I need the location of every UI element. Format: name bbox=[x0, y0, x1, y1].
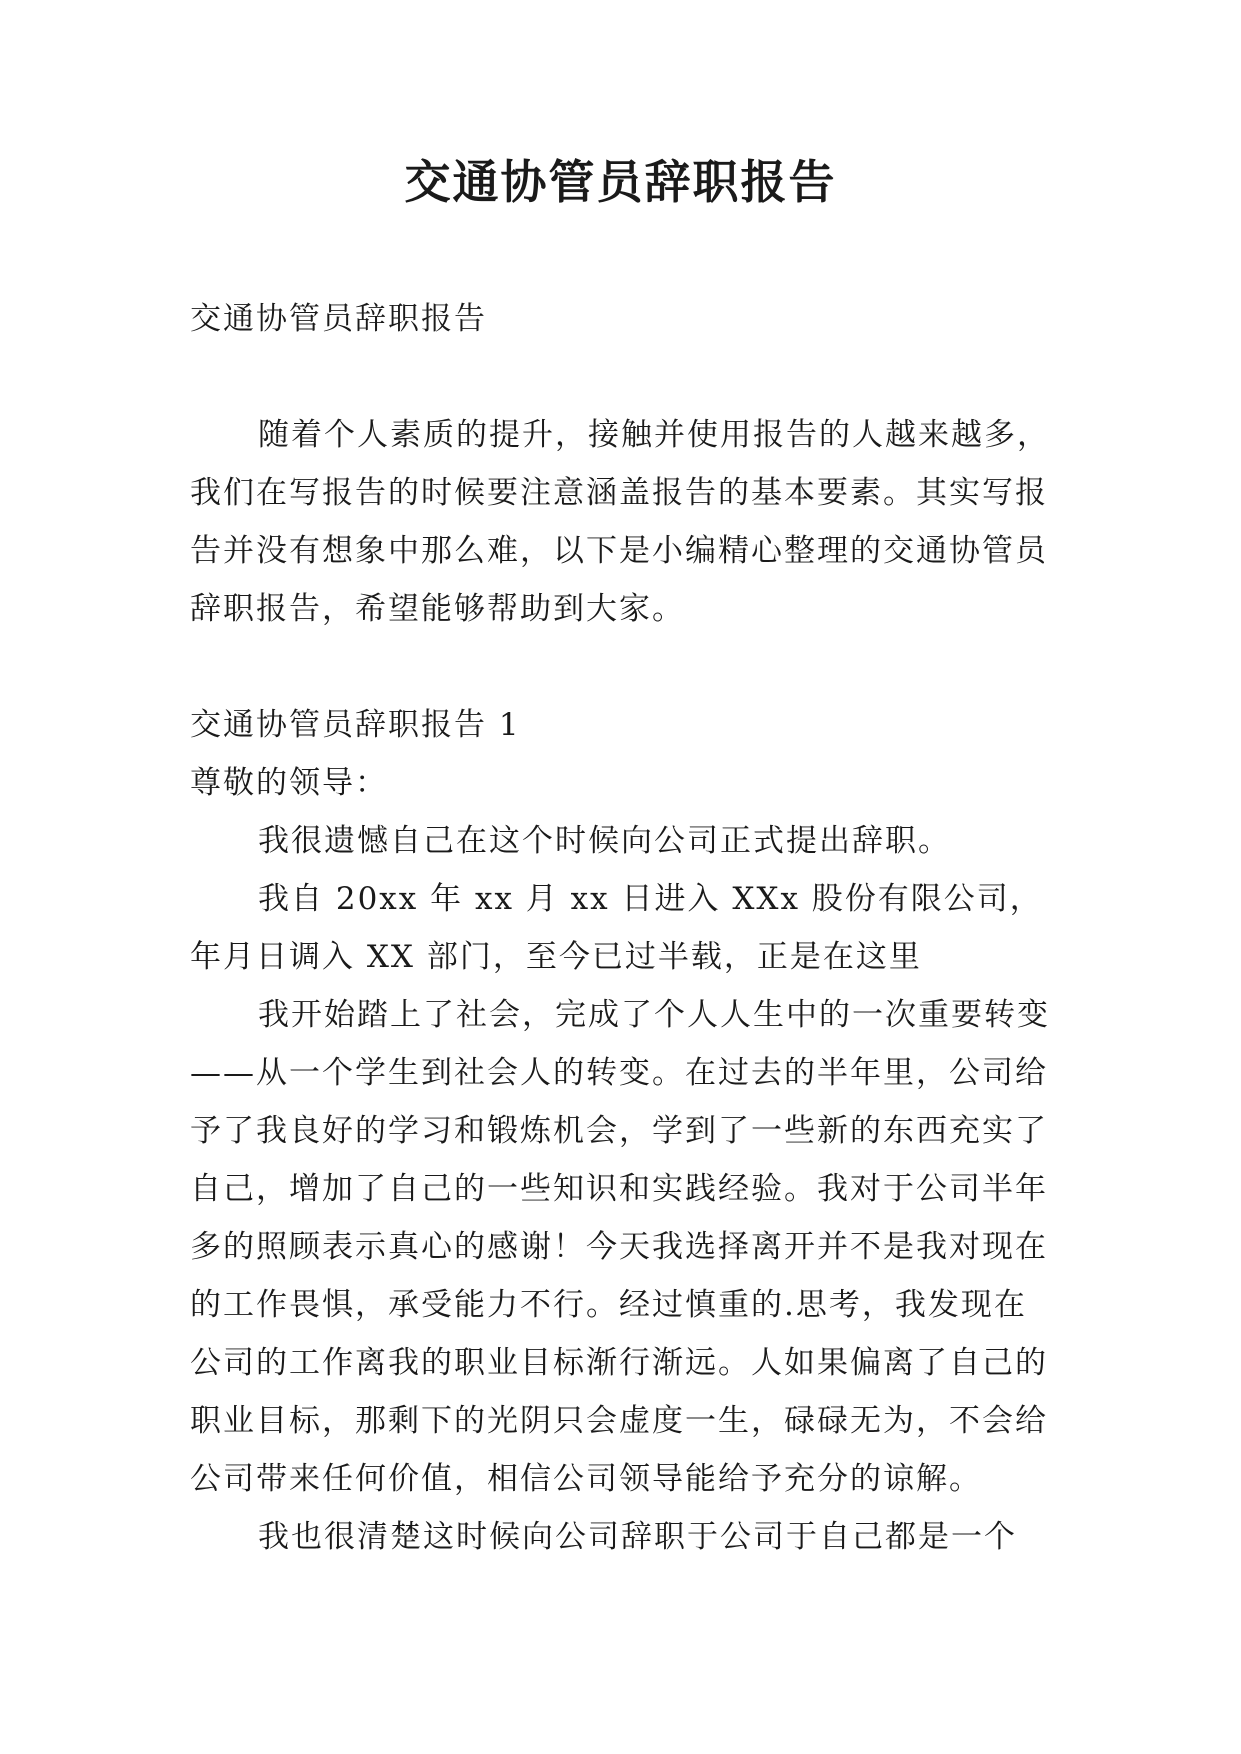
body-paragraph-2: 我自 20xx 年 xx 月 xx 日进入 XXx 股份有限公司，年月日调入 XX 部门，至今已过半载，正是在这里 bbox=[190, 881, 1043, 975]
document-subtitle: 交通协管员辞职报告 bbox=[190, 301, 487, 337]
body-paragraph-4: 我也很清楚这时候向公司辞职于公司于自己都是一个 bbox=[258, 1519, 1017, 1555]
body-paragraph-3: 我开始踏上了社会，完成了个人人生中的一次重要转变——从一个学生到社会人的转变。在过去的半年里，公司给予了我良好的学习和锻炼机会，学到了一些新的东西充实了自己，增加了自己的一些知识和实践经验。我对于公司半年多的照顾表示真心的感谢！今天我选择离开并不是我对现在的工作畏惧，承受能力不行。经过慎重的.思考，我发现在公司的工作离我的职业目标渐行渐远。人如果偏离了自己的职业目标，那剩下的光阴只会虚度一生，碌碌无为，不会给公司带来任何价值，相信公司领导能给予充分的谅解。 bbox=[190, 997, 1050, 1497]
intro-paragraph: 随着个人素质的提升，接触并使用报告的人越来越多，我们在写报告的时候要注意涵盖报告的基本要素。其实写报告并没有想象中那么难，以下是小编精心整理的交通协管员辞职报告，希望能够帮助到大家。 bbox=[190, 417, 1050, 627]
section-heading: 交通协管员辞职报告 1 bbox=[190, 707, 521, 743]
salutation: 尊敬的领导： bbox=[190, 765, 388, 801]
document-title: 交通协管员辞职报告 bbox=[404, 155, 837, 209]
document-body bbox=[190, 290, 1058, 1566]
body-paragraph-1: 我很遗憾自己在这个时候向公司正式提出辞职。 bbox=[258, 823, 951, 859]
